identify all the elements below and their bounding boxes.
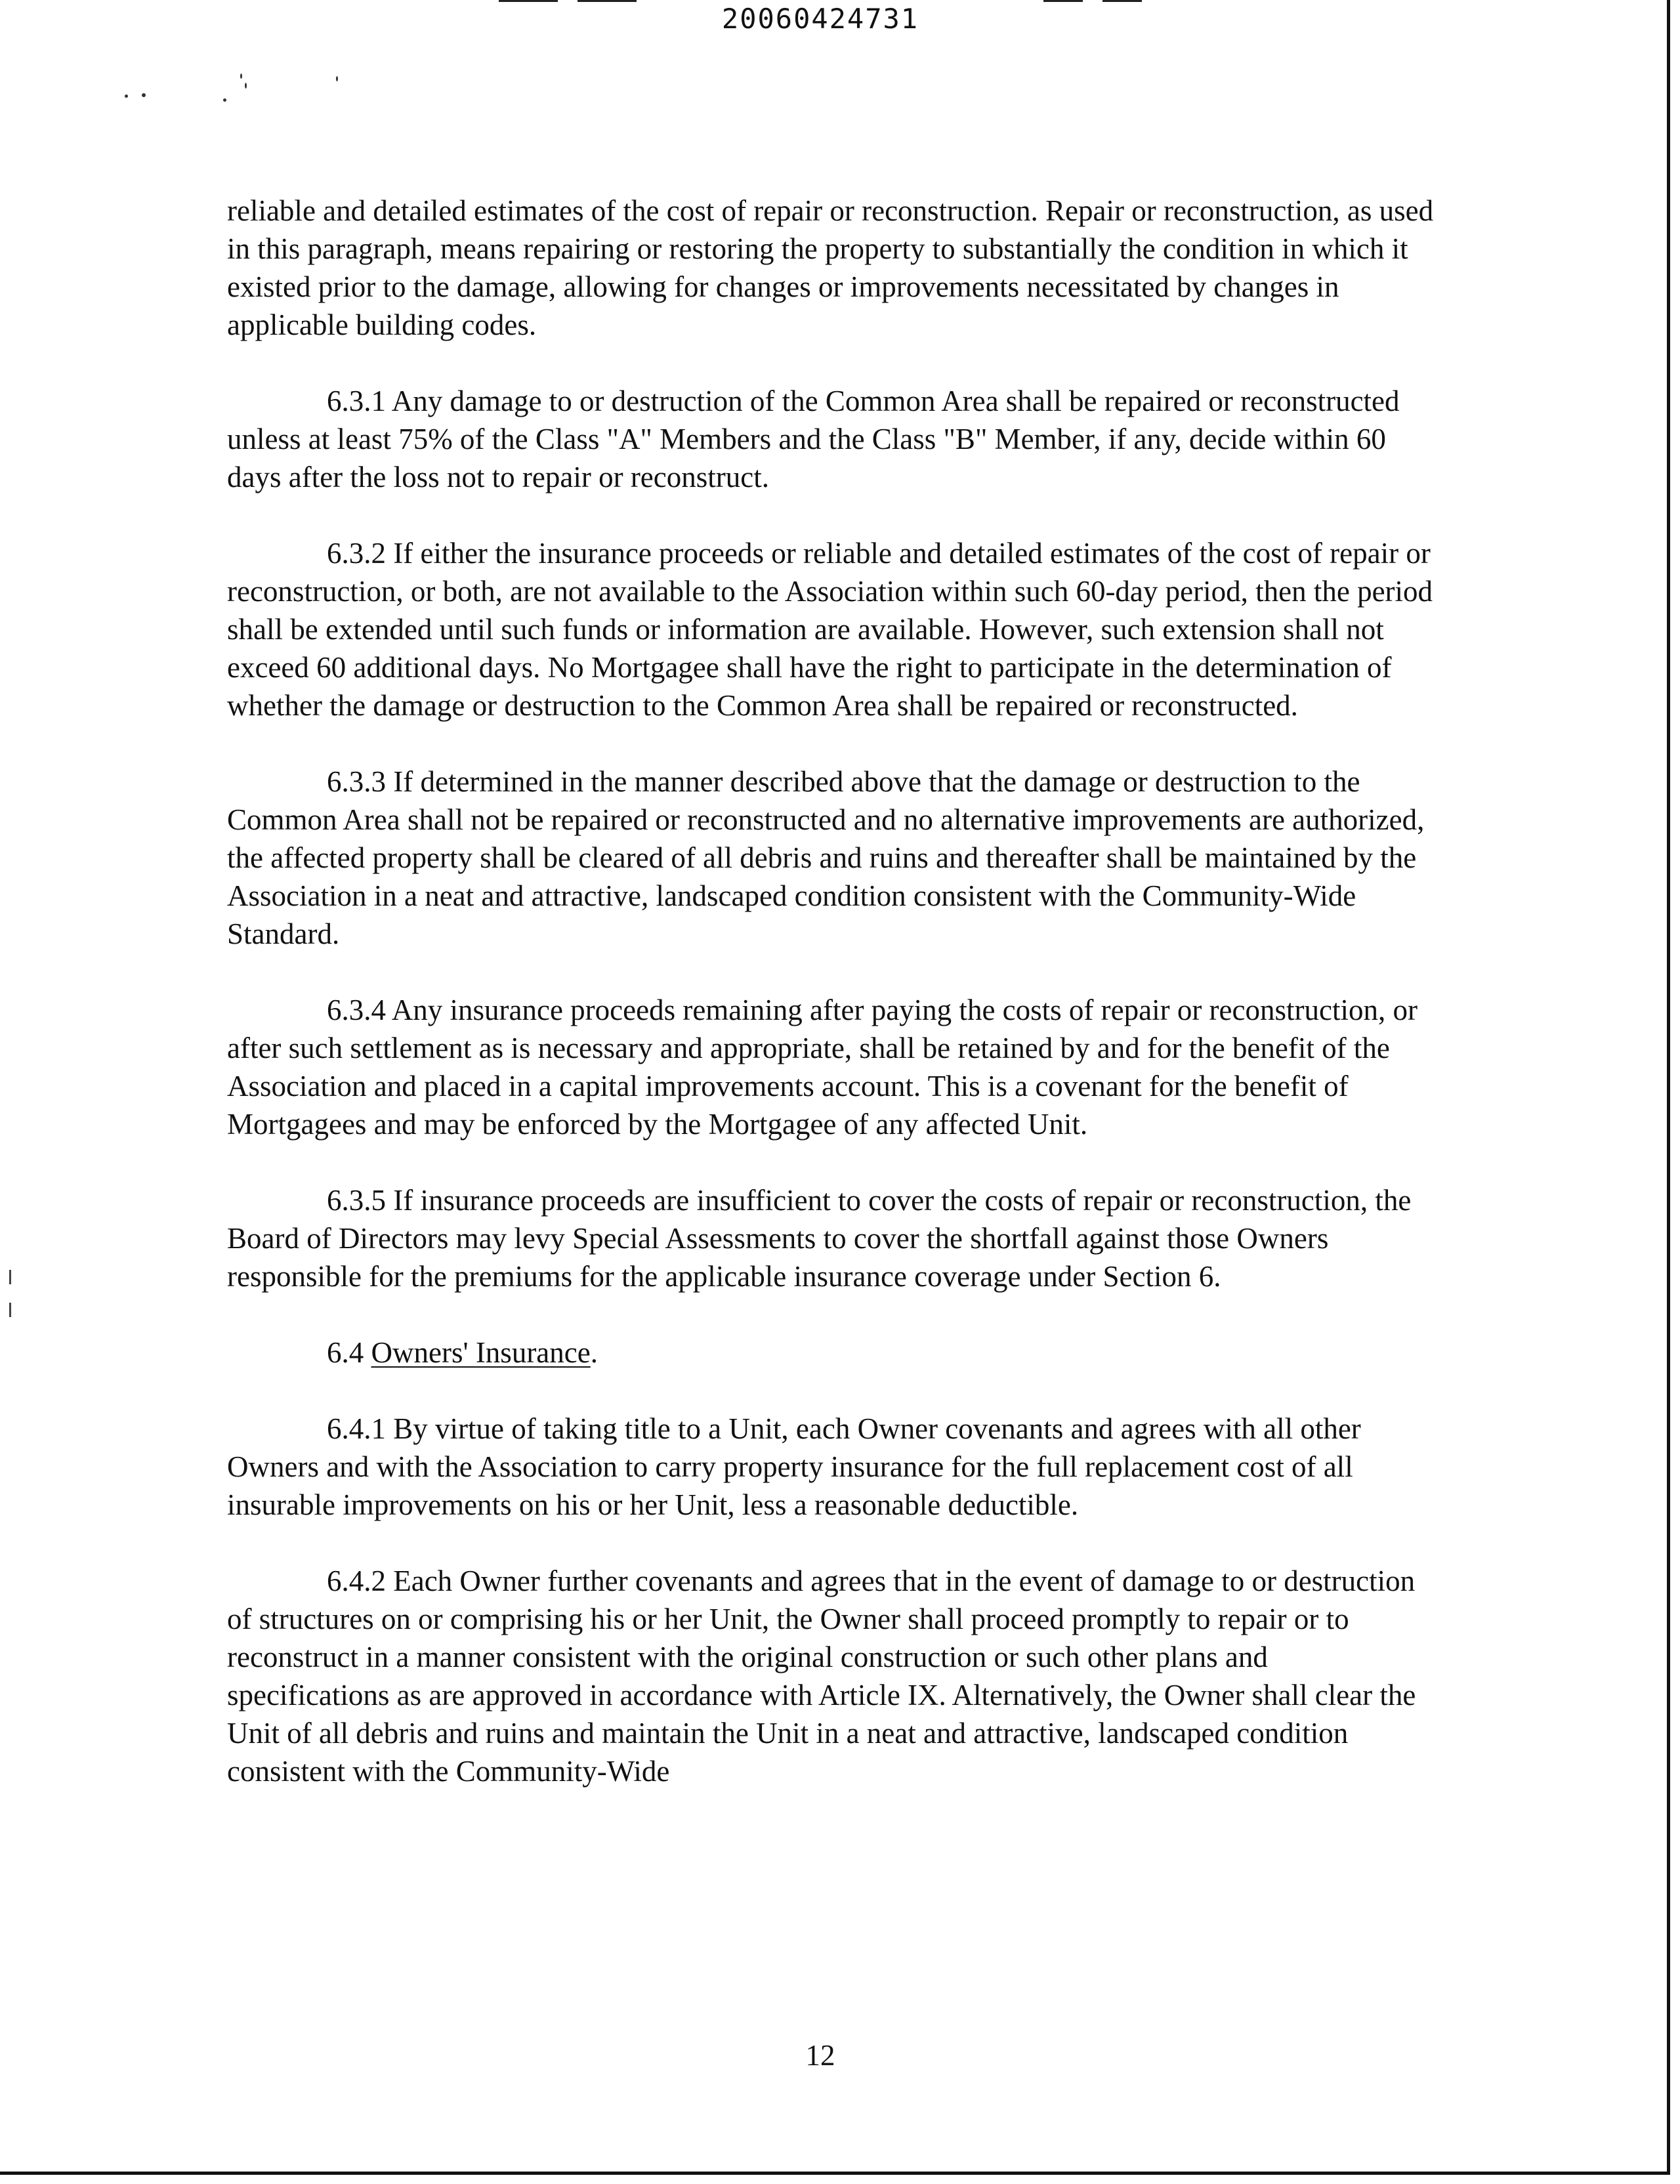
- paragraph-intro: reliable and detailed estimates of the cost of repair or reconstruction. Repair or reconstruction, as used in this paragraph, means repairing or restoring the property to substantially the condition in which it existed prior to the damage, allowing for changes or improvements necessitated by changes in applicable building codes.: [227, 194, 1434, 341]
- scan-speck: [142, 93, 146, 97]
- document-body: [227, 192, 1435, 1828]
- paragraph-6-4-1: 6.4.1 By virtue of taking title to a Unit, each Owner covenants and agrees with all other Owners and with the Association to carry property insurance for the full replacement cost of all insurable improvements on his or her Unit, less a reasonable deductible.: [227, 1412, 1361, 1521]
- margin-mark: [9, 1270, 11, 1284]
- paragraph-6-3-1: 6.3.1 Any damage to or destruction of the Common Area shall be repaired or reconstructed unless at least 75% of the Class "A" Members and the Class "B" Member, if any, decide within 60 days after the loss not to repair or reconstruct.: [227, 385, 1400, 494]
- section-heading-6-4: [227, 1334, 1435, 1372]
- top-rule-1: [499, 0, 558, 2]
- paragraph-6-3-2: 6.3.2 If either the insurance proceeds or reliable and detailed estimates of the cost of repair or reconstruction, or both, are not available to the Association within such 60-day period, then the period shall be extended until such funds or information are available. However, such extension shall not exceed 60 additional days. No Mortgagee shall have the right to participate in the determination of whether the damage or destruction to the Common Area shall be repaired or reconstructed.: [227, 537, 1433, 722]
- section-title-period: .: [590, 1336, 598, 1369]
- margin-mark: [9, 1303, 11, 1317]
- document-number: 20060424731: [721, 3, 919, 35]
- scan-speck: [245, 83, 247, 89]
- paragraph-6-3-5: 6.3.5 If insurance proceeds are insufficient to cover the costs of repair or reconstruction, the Board of Directors may levy Special Assessments to cover the shortfall against those Owners responsible for the premiums for the applicable insurance coverage under Section 6.: [227, 1184, 1412, 1293]
- scan-speck: [240, 74, 242, 79]
- paragraph-6-3-4: 6.3.4 Any insurance proceeds remaining after paying the costs of repair or reconstruction, or after such settlement as is necessary and appropriate, shall be retained by and for the benefit of the Association and placed in a capital improvements account. This is a covenant for the benefit of Mortgagees and may be enforced by the Mortgagee of any affected Unit.: [227, 994, 1418, 1141]
- paragraph-6-3-3: 6.3.3 If determined in the manner described above that the damage or destruction to the Common Area shall not be repaired or reconstructed and no alternative improvements are authorized, the affected property shall be cleared of all debris and ruins and thereafter shall be maintained by the Association in a neat and attractive, landscaped condition consistent with the Community-Wide Standard.: [227, 765, 1425, 950]
- section-number: 6.4: [327, 1336, 364, 1369]
- paragraph-6-4-2: 6.4.2 Each Owner further covenants and agrees that in the event of damage to or destruction of structures on or comprising his or her Unit, the Owner shall proceed promptly to repair or to reconstruct in a manner consistent with the original construction or such other plans and specifications as are approved in accordance with Article IX. Alternatively, the Owner shall clear the Unit of all debris and ruins and maintain the Unit in a neat and attractive, landscaped condition consistent with the Community-Wide: [227, 1564, 1416, 1788]
- page-border-right: [1667, 0, 1670, 2172]
- page-number: 12: [805, 2039, 835, 2072]
- scan-speck: [336, 76, 338, 81]
- section-title: Owners' Insurance: [371, 1336, 591, 1369]
- top-rule-3: [1043, 0, 1083, 2]
- top-rule-2: [578, 0, 637, 2]
- scan-speck: [125, 94, 128, 98]
- page-border-bottom: [0, 2172, 1670, 2175]
- top-rule-4: [1102, 0, 1142, 2]
- scan-speck: [223, 98, 226, 102]
